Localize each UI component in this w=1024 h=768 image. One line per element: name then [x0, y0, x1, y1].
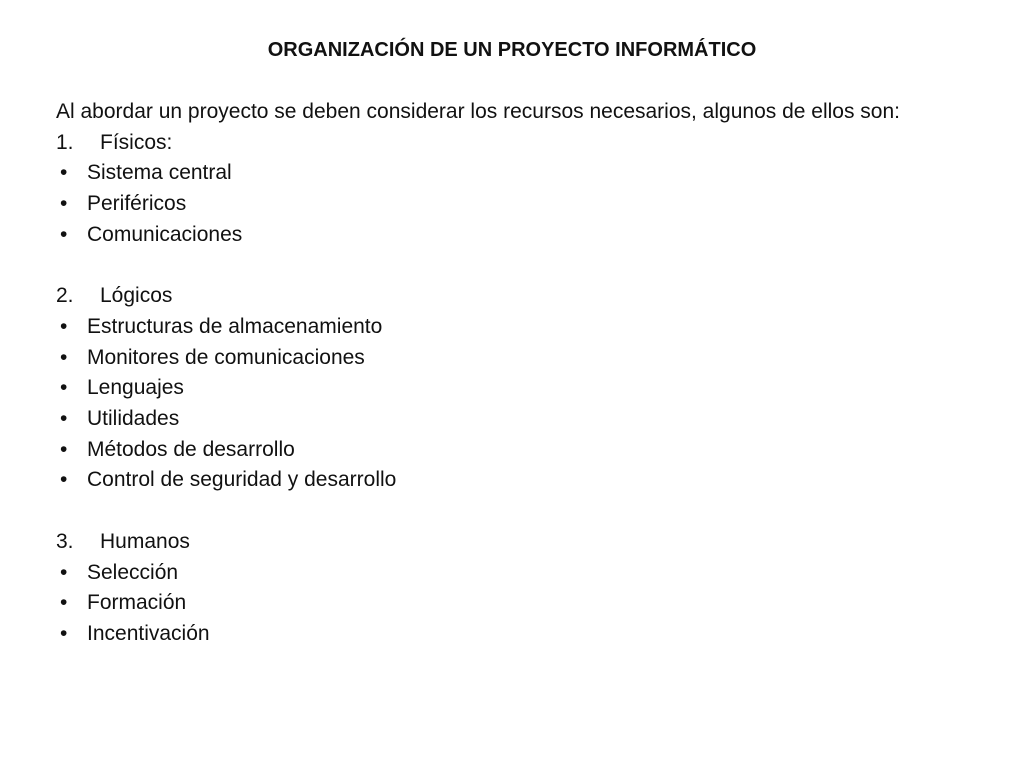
bullet-icon: •	[60, 345, 68, 369]
bullet-icon: •	[60, 468, 68, 492]
list-item-text: Sistema central	[87, 161, 232, 185]
section-heading	[56, 128, 956, 159]
list-item	[56, 588, 956, 619]
bullet-icon: •	[60, 376, 68, 400]
list-item	[56, 619, 956, 650]
list-item-text: Utilidades	[87, 407, 180, 431]
list-item	[56, 404, 956, 435]
list-item	[56, 312, 956, 343]
list-item	[56, 435, 956, 466]
list-item-text: Periféricos	[87, 192, 187, 216]
bullet-list	[56, 558, 956, 650]
list-item	[56, 343, 956, 374]
list-item-text: Selección	[87, 560, 179, 584]
section-humanos	[56, 527, 956, 650]
list-item-text: Incentivación	[87, 621, 210, 645]
section-label: Humanos	[100, 529, 190, 553]
list-item	[56, 220, 956, 251]
intro-paragraph: Al abordar un proyecto se deben considerar los recursos necesarios, algunos de ellos son:	[56, 100, 900, 123]
section-number: 3.	[56, 529, 74, 553]
list-item-text: Métodos de desarrollo	[87, 437, 295, 461]
bullet-icon: •	[60, 437, 68, 461]
bullet-icon: •	[60, 560, 68, 584]
list-item-text: Control de seguridad y desarrollo	[87, 468, 397, 492]
section-label: Lógicos	[100, 284, 173, 308]
list-item-text: Monitores de comunicaciones	[87, 345, 365, 369]
section-fisicos	[56, 128, 956, 251]
bullet-icon: •	[60, 222, 68, 246]
list-item	[56, 158, 956, 189]
bullet-icon: •	[60, 407, 68, 431]
bullet-icon: •	[60, 314, 68, 338]
bullet-list	[56, 158, 956, 250]
section-heading	[56, 527, 956, 558]
section-label: Físicos:	[100, 130, 173, 154]
bullet-icon: •	[60, 161, 68, 185]
list-item-text: Comunicaciones	[87, 222, 243, 246]
bullet-list	[56, 312, 956, 496]
section-number: 2.	[56, 284, 74, 308]
list-item	[56, 189, 956, 220]
bullet-icon: •	[60, 591, 68, 615]
bullet-icon: •	[60, 192, 68, 216]
bullet-icon: •	[60, 621, 68, 645]
list-item	[56, 465, 956, 496]
slide-content	[56, 97, 956, 650]
list-item	[56, 373, 956, 404]
section-number: 1.	[56, 130, 74, 154]
list-item-text: Estructuras de almacenamiento	[87, 314, 383, 338]
section-heading	[56, 281, 956, 312]
list-item-text: Lenguajes	[87, 376, 184, 400]
list-item-text: Formación	[87, 591, 187, 615]
list-item	[56, 558, 956, 589]
slide-title: ORGANIZACIÓN DE UN PROYECTO INFORMÁTICO	[267, 39, 757, 61]
section-logicos	[56, 281, 956, 496]
